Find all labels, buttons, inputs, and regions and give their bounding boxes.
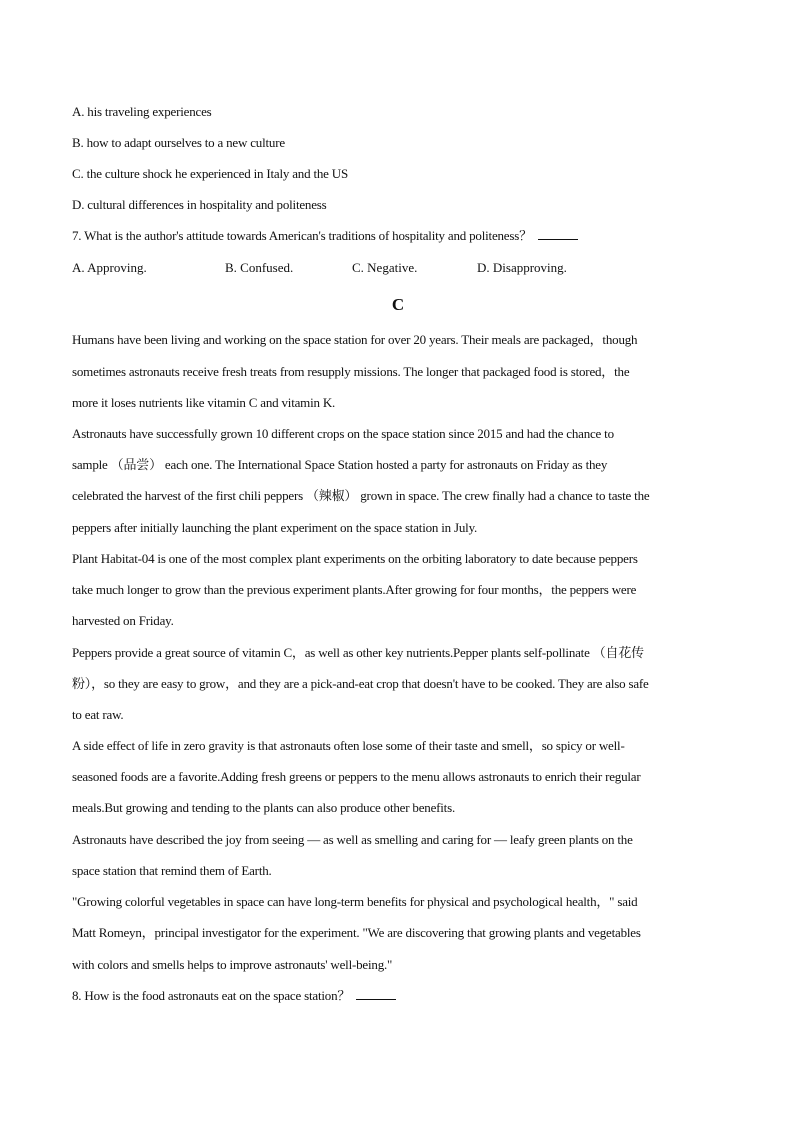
passage-line: space station that remind them of Earth. [72,863,272,878]
passage-line: Astronauts have successfully grown 10 different crops on the space station since 2015 and had the chance to [72,426,614,441]
passage-line: "Growing colorful vegetables in space can have long-term benefits for physical and psychological health，" said [72,894,638,909]
q6-option-d: D. cultural differences in hospitality and politeness [72,197,327,212]
passage-line: meals.But growing and tending to the plants can also produce other benefits. [72,800,456,815]
passage-line: sometimes astronauts receive fresh treats from resupply missions. The longer that packaged food is stored，the [72,364,630,379]
passage-line: more it loses nutrients like vitamin C and vitamin K. [72,395,336,410]
passage-line: A side effect of life in zero gravity is that astronauts often lose some of their taste and smell，so spicy or well- [72,738,625,753]
passage-line: Peppers provide a great source of vitamin C，as well as other key nutrients.Pepper plants self-pollinate （自花传 [72,645,644,660]
q8-question [72,988,396,1004]
q7-option-a: A. Approving. [72,260,147,275]
q8-stem: 8. How is the food astronauts eat on the space station？ [72,988,351,1003]
q8-answer-blank [356,988,396,1000]
q7-option-d: D. Disapproving. [477,260,567,275]
passage-line: 粉），so they are easy to grow，and they are a pick-and-eat crop that doesn't have to be cooked. They are also safe [72,676,649,691]
passage-line: peppers after initially launching the plant experiment on the space station in July. [72,520,478,535]
q7-stem: 7. What is the author's attitude towards American's traditions of hospitality and politeness？ [72,228,532,243]
passage-line: celebrated the harvest of the first chili peppers （辣椒） grown in space. The crew finally had a chance to taste the [72,488,650,503]
passage-line: Humans have been living and working on the space station for over 20 years. Their meals are packaged，though [72,332,638,347]
q6-option-b: B. how to adapt ourselves to a new culture [72,135,285,150]
passage-line: Astronauts have described the joy from seeing — as well as smelling and caring for — leafy green plants on the [72,832,633,847]
passage-line: Matt Romeyn，principal investigator for the experiment. "We are discovering that growing plants and vegetables [72,925,641,940]
passage-line: harvested on Friday. [72,613,174,628]
q7-answer-blank [538,228,578,240]
passage-line: sample （品尝） each one. The International Space Station hosted a party for astronauts on Friday as they [72,457,608,472]
q6-option-c: C. the culture shock he experienced in Italy and the US [72,166,348,181]
q7-option-b: B. Confused. [225,260,294,275]
q7-question [72,228,578,244]
section-title: C [391,295,405,314]
passage-line: to eat raw. [72,707,124,722]
passage-line: Plant Habitat-04 is one of the most complex plant experiments on the orbiting laboratory to date because peppers [72,551,638,566]
q7-option-c: C. Negative. [352,260,418,275]
passage-line: seasoned foods are a favorite.Adding fresh greens or peppers to the menu allows astronauts to enrich their regular [72,769,641,784]
passage-line: with colors and smells helps to improve astronauts' well-being." [72,957,393,972]
q6-option-a: A. his traveling experiences [72,104,212,119]
passage-line: take much longer to grow than the previous experiment plants.After growing for four months，the peppers were [72,582,637,597]
